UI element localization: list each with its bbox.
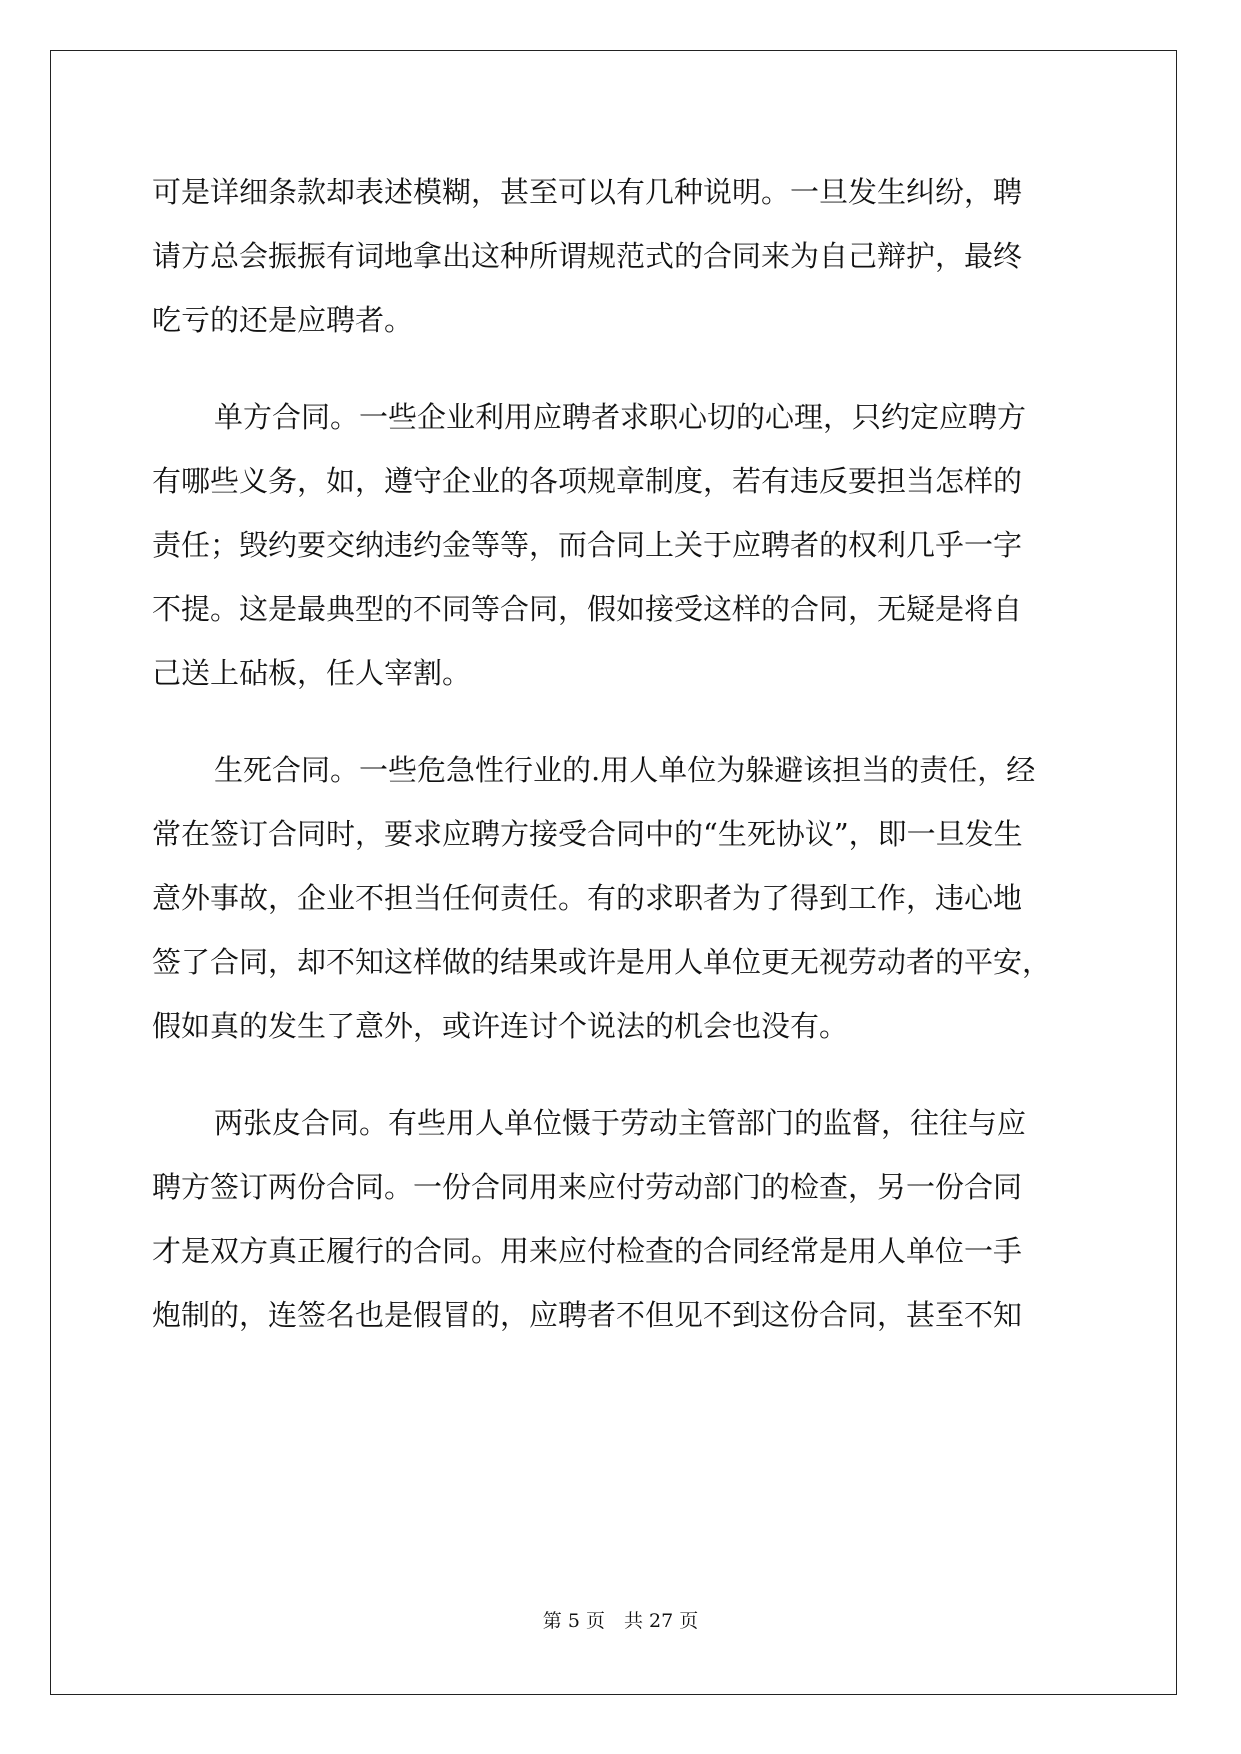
- text-line: 两张皮合同。有些用人单位慑于劳动主管部门的监督，往往与应: [214, 1106, 1027, 1140]
- text-line: 炮制的，连签名也是假冒的，应聘者不但见不到这份合同，甚至不知: [152, 1298, 1023, 1332]
- text-line: 常在签订合同时，要求应聘方接受合同中的“生死协议”，即一旦发生: [152, 817, 1023, 851]
- paragraph-3: [152, 738, 1092, 1058]
- document-body: [152, 160, 1092, 1347]
- text-line: 签了合同，却不知这样做的结果或许是用人单位更无视劳动者的平安，: [152, 945, 1052, 979]
- text-line: 意外事故，企业不担当任何责任。有的求职者为了得到工作，违心地: [152, 881, 1023, 915]
- text-line: 请方总会振振有词地拿出这种所谓规范式的合同来为自己辩护，最终: [152, 239, 1023, 273]
- text-line: 己送上砧板，任人宰割。: [152, 656, 472, 690]
- text-line: 吃亏的还是应聘者。: [152, 303, 414, 337]
- text-line: 聘方签订两份合同。一份合同用来应付劳动部门的检查，另一份合同: [152, 1170, 1023, 1204]
- paragraph-1: [152, 160, 1092, 352]
- page-number: 第 5 页 共 27 页: [542, 1610, 699, 1632]
- text-line: 有哪些义务，如，遵守企业的各项规章制度，若有违反要担当怎样的: [152, 464, 1023, 498]
- text-line: 假如真的发生了意外，或许连讨个说法的机会也没有。: [152, 1009, 849, 1043]
- text-line: 单方合同。一些企业利用应聘者求职心切的心理，只约定应聘方: [214, 400, 1027, 434]
- paragraph-4: [152, 1091, 1092, 1347]
- text-line: 才是双方真正履行的合同。用来应付检查的合同经常是用人单位一手: [152, 1234, 1023, 1268]
- text-line: 可是详细条款却表述模糊，甚至可以有几种说明。一旦发生纠纷，聘: [152, 175, 1023, 209]
- text-line: 不提。这是最典型的不同等合同，假如接受这样的合同，无疑是将自: [152, 592, 1023, 626]
- paragraph-2: [152, 385, 1092, 705]
- text-line: 责任；毁约要交纳违约金等等，而合同上关于应聘者的权利几乎一字: [152, 528, 1023, 562]
- text-line: 生死合同。一些危急性行业的.用人单位为躲避该担当的责任，经: [214, 753, 1036, 787]
